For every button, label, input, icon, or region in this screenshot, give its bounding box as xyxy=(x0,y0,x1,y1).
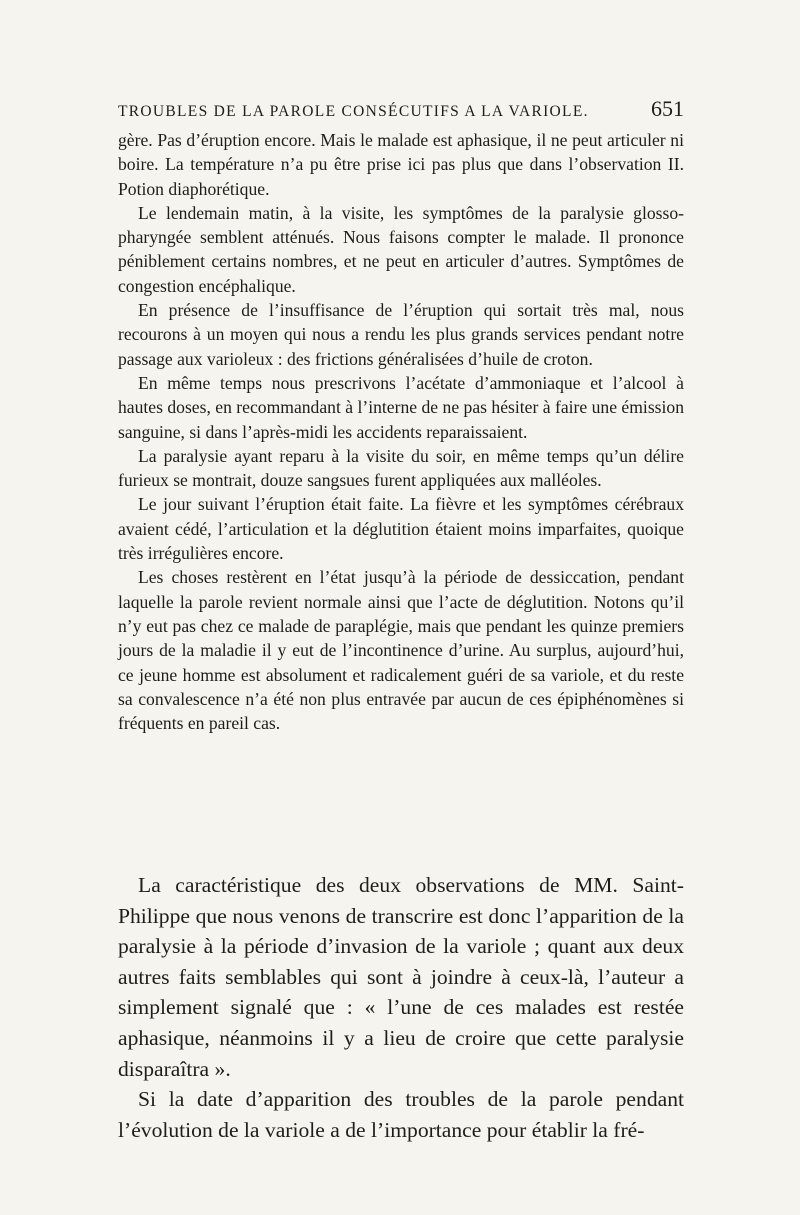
case-report-text xyxy=(118,128,684,735)
paragraph: Le lendemain matin, à la visite, les symptômes de la paralysie glosso-pharyngée semblent atténués. Nous faisons compter le malade. Il prononce péniblement certains nombres, et ne peut en articuler d’autres. Symptômes de congestion encéphalique. xyxy=(118,202,684,296)
paragraph: En même temps nous prescrivons l’acétate d’ammoniaque et l’alcool à hautes doses, en recommandant à l’interne de ne pas hésiter à faire une émission sanguine, si dans l’après-midi les accidents reparaissaient. xyxy=(118,372,684,442)
paragraph: La paralysie ayant reparu à la visite du soir, en même temps qu’un délire furieux se montrait, douze sangsues furent appliquées aux malléoles. xyxy=(118,445,684,491)
page-number: 651 xyxy=(651,96,684,121)
running-title: TROUBLES DE LA PAROLE CONSÉCUTIFS A LA VARIOLE. xyxy=(118,103,589,120)
paragraph: Les choses restèrent en l’état jusqu’à la période de dessiccation, pendant laquelle la parole revient normale ainsi que l’acte de déglutition. Notons qu’il n’y eut pas chez ce malade de paraplégie, mais que pendant les quinze premiers jours de la maladie il y eut de l’incontinence d’urine. Au surplus, aujourd’hui, ce jeune homme est absolument et radicalement guéri de sa variole, et du reste sa convalescence n’a été non plus entravée par aucun de ces épiphénomènes si fréquents en pareil cas. xyxy=(118,567,684,734)
paragraph: Si la date d’apparition des troubles de la parole pendant l’évolution de la variole a de l’importance pour établir la fré- xyxy=(118,1087,684,1142)
paragraph: gère. Pas d’éruption encore. Mais le malade est aphasique, il ne peut articuler ni boire. La température n’a pu être prise ici pas plus que dans l’observation II. Potion diaphorétique. xyxy=(118,130,684,199)
paragraph: En présence de l’insuffisance de l’éruption qui sortait très mal, nous recourons à un moyen qui nous a rendu les plus grands services pendant notre passage aux varioleux : des frictions généralisées d’huile de croton. xyxy=(118,300,684,369)
paragraph: La caractéristique des deux observations de MM. Saint-Philippe que nous venons de transcrire est donc l’apparition de la paralysie à la période d’invasion de la variole ; quant aux deux autres faits semblables qui sont à joindre à ceux-là, l’auteur a simplement signalé que : « l’une de ces malades est restée aphasique, néanmoins il y a lieu de croire que cette paralysie disparaîtra ». xyxy=(118,873,684,1081)
main-text xyxy=(118,870,684,1145)
page-header xyxy=(118,96,684,124)
paragraph: Le jour suivant l’éruption était faite. La fièvre et les symptômes cérébraux avaient cédé, l’articulation et la déglutition étaient moins imparfaites, quoique très irrégulières encore. xyxy=(118,494,684,564)
